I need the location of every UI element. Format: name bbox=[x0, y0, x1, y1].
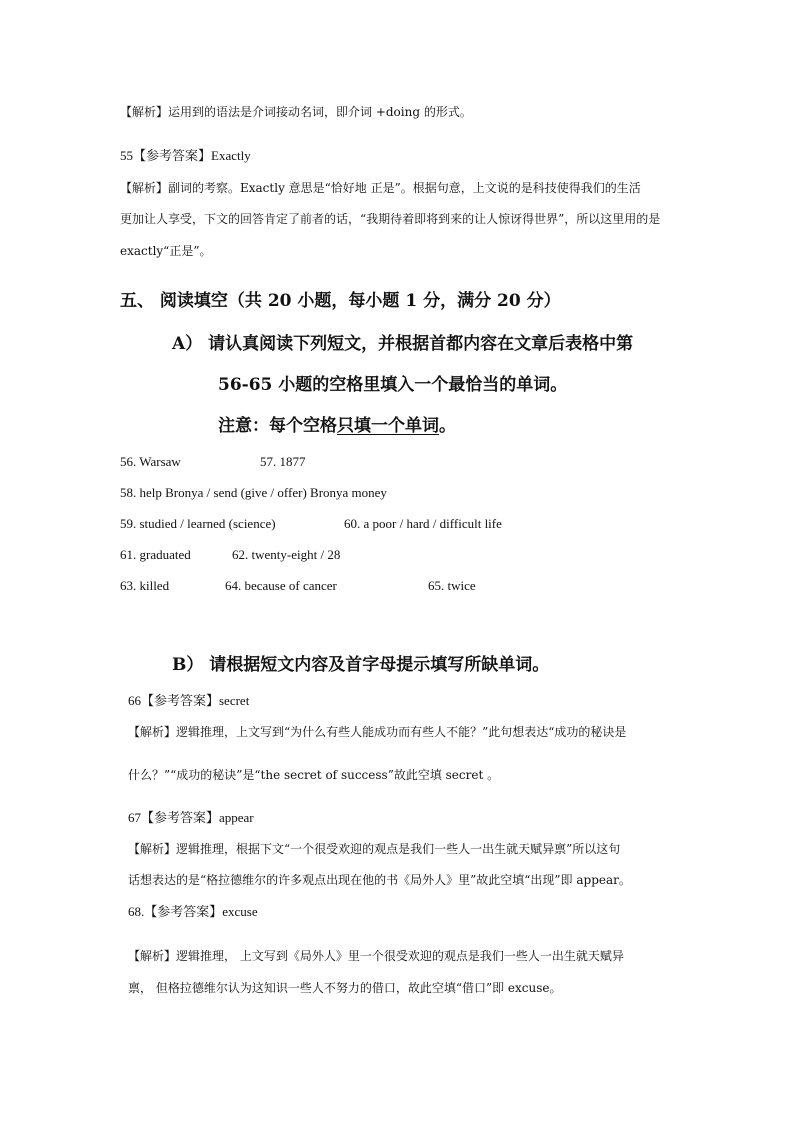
answer-65: 65. twice bbox=[428, 578, 476, 593]
q55-answer: 55【参考答案】Exactly bbox=[120, 148, 251, 163]
q67-answer: 67【参考答案】appear bbox=[128, 810, 254, 825]
part-a-instruction-line1: A） 请认真阅读下列短文，并根据首都内容在文章后表格中第 bbox=[172, 334, 634, 354]
q68-answer: 68.【参考答案】excuse bbox=[128, 904, 258, 919]
q67-analysis-line2: 话想表达的是“格拉德维尔的许多观点出现在他的书《局外人》里”故此空填“出现”即 appear。 bbox=[128, 873, 631, 887]
q55-analysis-line2: 更加让人享受，下文的回答肯定了前者的话，“我期待着即将到来的让人惊讶得世界”，所以这里用的是 bbox=[120, 212, 661, 226]
q67-analysis-line1: 【解析】逻辑推理，根据下文“一个很受欢迎的观点是我们一些人一出生就天赋异禀”所以这句 bbox=[128, 842, 621, 856]
answer-61: 61. graduated bbox=[120, 547, 191, 562]
answer-59: 59. studied / learned (science) bbox=[120, 516, 276, 531]
section-five-heading: 五、 阅读填空（共 20 小题，每小题 1 分，满分 20 分） bbox=[120, 291, 561, 311]
part-b-heading: B） 请根据短文内容及首字母提示填写所缺单词。 bbox=[172, 655, 550, 675]
q66-answer: 66【参考答案】secret bbox=[128, 693, 250, 708]
answer-60: 60. a poor / hard / difficult life bbox=[344, 516, 502, 531]
q66-analysis-line1: 【解析】逻辑推理，上文写到“为什么有些人能成功而有些人不能？”此句想表达“成功的秘诀是 bbox=[128, 725, 627, 739]
answer-63: 63. killed bbox=[120, 578, 170, 593]
answer-58: 58. help Bronya / send (give / offer) Bronya money bbox=[120, 485, 387, 500]
part-a-note-prefix: 注意：每个空格 bbox=[218, 416, 337, 436]
answer-62: 62. twenty-eight / 28 bbox=[232, 547, 341, 562]
answer-64: 64. because of cancer bbox=[225, 578, 337, 593]
answer-57: 57. 1877 bbox=[260, 454, 306, 469]
part-a-note-suffix: 。 bbox=[439, 416, 456, 436]
part-a-note-underlined: 只填一个单词 bbox=[337, 416, 439, 436]
q54-analysis: 【解析】运用到的语法是介词接动名词，即介词 +doing 的形式。 bbox=[120, 105, 472, 119]
q68-analysis-line1: 【解析】逻辑推理， 上文写到《局外人》里一个很受欢迎的观点是我们一些人一出生就天赋异 bbox=[128, 949, 624, 963]
q55-analysis-line1: 【解析】副词的考察。Exactly 意思是“恰好地 正是”。根据句意，上文说的是科技使得我们的生活 bbox=[120, 181, 641, 195]
answer-56: 56. Warsaw bbox=[120, 454, 181, 469]
q68-analysis-line2: 禀， 但格拉德维尔认为这知识一些人不努力的借口，故此空填“借口”即 excuse。 bbox=[128, 981, 562, 995]
q66-analysis-line2: 什么？”“成功的秘诀”是“the secret of success”故此空填 secret 。 bbox=[128, 768, 500, 782]
part-a-note bbox=[218, 414, 456, 438]
q55-analysis-line3: exactly“正是”。 bbox=[120, 244, 212, 258]
part-a-instruction-line2: 56-65 小题的空格里填入一个最恰当的单词。 bbox=[218, 375, 568, 395]
